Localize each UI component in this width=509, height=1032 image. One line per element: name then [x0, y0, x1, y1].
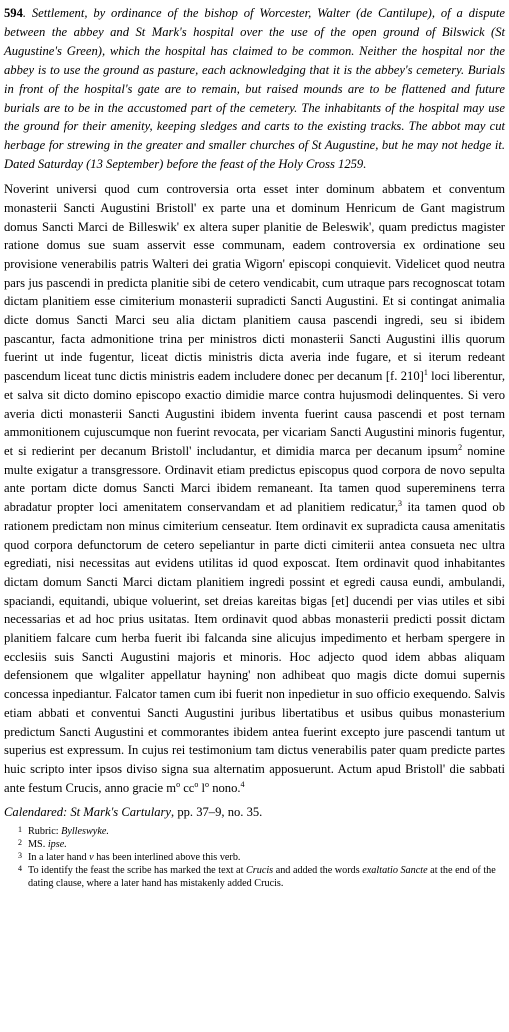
- entry-number: 594: [4, 6, 23, 20]
- latin-part-2: loci liberentur, et salva sit dicto domino episcopo exactio dimidie marce contra hujusmodi delinquentes. Si vero averia dicti monasterii Sancti Augustini ibidem inventa fuerint causa pascendi et post ternam ammonitionem cujuscumque non fuerint revocata, per vicariam Sancti Augustini minoris fugentur, et si redierint per decanum Bristoll' includantur, et dimidia marca per decanum ipsum: [4, 369, 506, 458]
- footnote-italic: ipse.: [47, 839, 67, 851]
- footnote-text: In a later hand: [28, 852, 90, 864]
- footnote-ref-2: 2: [458, 442, 463, 452]
- superscript-o-1: o: [176, 779, 181, 789]
- footnote-body: [28, 838, 505, 851]
- calendared-ref: , pp. 37–9, no. 35.: [171, 805, 263, 820]
- footnote-italic: v: [89, 852, 94, 864]
- footnotes: [4, 825, 505, 890]
- latin-part-1: Noverint universi quod cum controversia orta esset inter dominum abbatem et conventum monasterii Sancti Augustini Bristoll' ex parte una et dominum Henricum de Gant magistrum domus Sancti Marci de Billeswik' ex altera super planitie de Beleswik', quam predictus magister ratione domus sue suam asservit esse communam, eadem controversia ex ordinatione seu provisione venerabilis patris Walteri dei gratia Wigorn' episcopi conquievit. Videlicet quod neutra pars jus pascendi in predicta planitie sibi de cetero vendicabit, cum utraque pars recognoscat totam dictam planitiem esse cimiterium monasterii supradicti Sancti Augustini. Et si contingat animalia dicte domus Sancti Marci seu alia dictam planitiem causa pascendi ingredi, seu si ibidem pascantur, facta admonitione trina per ministros dicti monasterii Sancti Augustini illis quorum fuerint ut inde fugentur, liceat dictis ministris dicta averia inde fugare, et si iterum redeant pascendum liceat tunc dictis ministris eadem includere donec per decanum [f. 210]: [4, 182, 505, 384]
- footnote-italic: Bylleswyke.: [61, 826, 109, 838]
- latin-part-7: nono.: [209, 780, 241, 795]
- footnote-mark: 2: [18, 838, 22, 848]
- footnote: [4, 864, 505, 890]
- footnote-ref-3: 3: [397, 498, 402, 508]
- calendared-label: Calendared:: [4, 805, 68, 820]
- latin-part-3: nomine multe exigatur a transgressore. Ordinavit etiam predictus episcopus quod corpora de novo sepulta ante portam dicte domus Sancti Marci ibidem remaneant. Ita tamen quod supereminens terra abradatur propter loci amenitatem conservandam et ad planitiem redicatur,: [4, 444, 505, 515]
- footnote-text-end: has been interlined above this verb.: [93, 852, 241, 864]
- footnote-italic: Crucis: [245, 865, 274, 877]
- footnote-text: Rubric:: [28, 826, 62, 838]
- footnote-mark: 1: [18, 825, 22, 835]
- latin-text: [4, 180, 505, 797]
- latin-part-4: ita tamen quod ob rationem predictam non minus cimiterium censeatur. Item ordinavit ex supradicta causa amenitatis quod corpora defunctorum de cetero sepeliantur in parte dicti cimiterii antea consueta nec ultra egrediati, nisi necessitas aut evidens utilitas id quod exposcat. Item ordinavit quod inhabitantes dictam domum Sancti Marci dictam planitiem ingredi possint et egredi causa eundi, ambulandi, spaciandi, equitandi, ubique voluerint, set dreias kareitas bigas [et] ducendi per vias utiles et sibi necessarias et ad hoc prius usitatas. Item ordinavit quod abbas monasterii predicti possit dictam planitiem falcare cum herba fuerit ibi falcanda sine alicujus impedimento et herbam spergere in ecclesiis suis Sancti Augustini majoris et minoris. Hoc adjecto quod idem abbas aliquam defensionem que wlgaliter appellatur hayning' non adhibeat quo magis dicte domui supernis concessa inpediantur. Falcator tamen cum ibi fuerit non inpedietur in suo officio exequendo. Salvis etiam abbati et conventui Sancti Augustini juribus libertatibus et usibus quibus monasterium predictum Sancti Augustini et commorantes ibidem antea fuerint excepto jure pascendi tantum ut superius est expressum. In cujus rei testimonium tam dictus venerabilis pater quam predicte partes huic scripto inter ipsos diviso signa sua alternatim apposuerunt. Actum apud Bristoll' die sabbati ante festum Crucis, anno gracie m: [4, 500, 505, 795]
- calendared-work: St Mark's Cartulary: [70, 805, 172, 820]
- superscript-o-2: o: [194, 779, 199, 789]
- summary-text-front: front: [19, 81, 44, 96]
- footnote-ref-4: 4: [240, 779, 245, 789]
- calendared-line: [4, 803, 505, 821]
- summary-text-a: . Settlement, by ordinance of the bishop of Worcester, Walter (de Cantilupe), of a dispute between the abbey and St Mark's hospital over the use of the open ground of Bilswick (St Augustine's Green), which the hospital has claimed to be common. Neither the hospital nor the abbey is to use the ground as pasture, each acknowledging that it is the abbey's cemetery. Burials in: [4, 6, 505, 96]
- footnote-text-end: at the end of the dating clause, where a later hand has mistakenly added Crucis.: [28, 865, 496, 890]
- footnote-body: [28, 851, 505, 864]
- footnote-text-mid: and added the words: [273, 865, 363, 877]
- footnote: [4, 838, 505, 851]
- footnote-text: MS.: [28, 839, 48, 851]
- footnote-mark: 3: [18, 851, 22, 861]
- summary-text-b: of the hospital's gate are to remain, but raised mounds are to be flattened and future burials are to be in the accustomed part of the cemetery. The inhabitants of the hospital may use the ground for their amenity, keeping sledges and carts to the existing tracks. The abbot may cut herbage for strewing in the greater and smaller churches of St Augustine, but he may not hedge it. Dated Saturday (13 September) before the feast of the Holy Cross 1259.: [4, 81, 505, 172]
- footnote-mark: 4: [18, 864, 22, 874]
- footnote: [4, 825, 505, 838]
- footnote-italic-2: exaltatio Sancte: [362, 865, 428, 877]
- latin-part-5: cc: [180, 780, 195, 795]
- footnote-body: [28, 864, 505, 890]
- superscript-o-3: o: [205, 779, 210, 789]
- footnote-ref-1: 1: [423, 368, 428, 377]
- footnote: [4, 851, 505, 864]
- footnote-body: [28, 825, 505, 838]
- entry-summary: [4, 4, 505, 174]
- footnote-text: To identify the feast the scribe has marked the text at: [28, 865, 246, 877]
- latin-part-6: l: [198, 780, 206, 795]
